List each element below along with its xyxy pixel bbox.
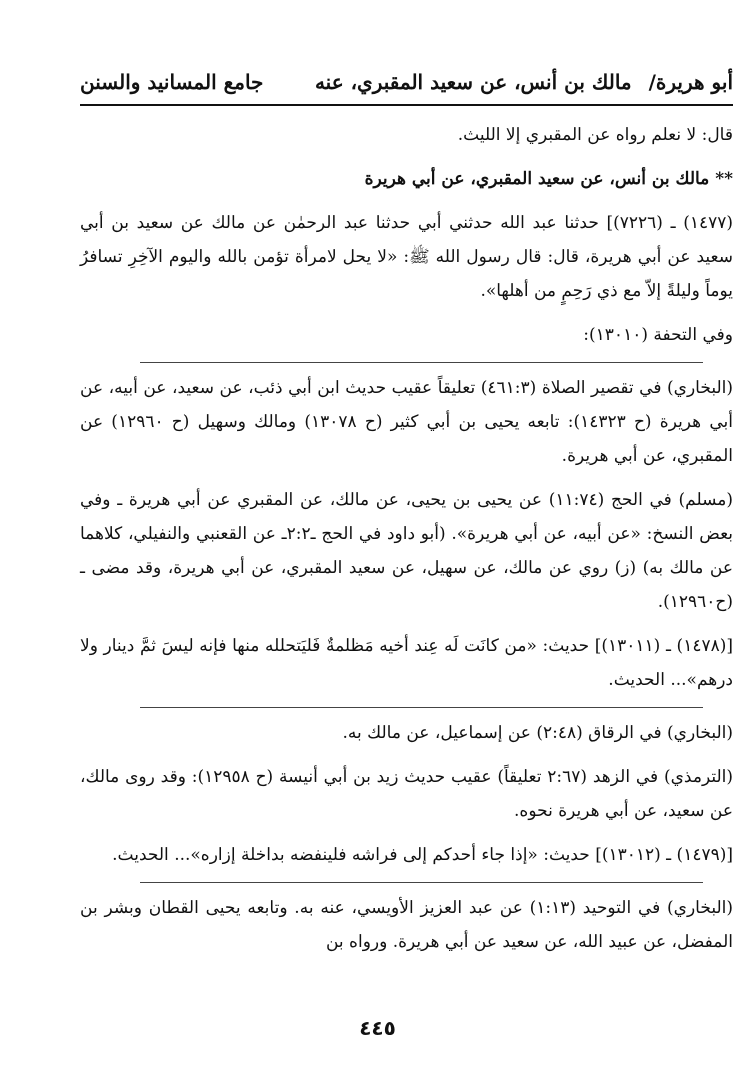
tuhfa-reference: وفي التحفة (١٣٠١٠):	[583, 325, 733, 345]
divider	[140, 882, 703, 883]
running-header	[80, 64, 733, 106]
header-narrator: أبو هريرة/	[648, 70, 733, 94]
muslim-takhrij: (مسلم) في الحج (١١:٧٤) عن يحيى بن يحيى، عن مالك، عن المقبري عن أبي هريرة ـ وفي بعض النسخ: «عن أبيه، عن أبي هريرة». (أبو داود في الحج ـ٢:٢ـ عن القعنبي والنفيلي، كلاهما عن مالك به) (ز) روي عن مالك، عن سهيل، عن سعيد المقبري، عن أبي هريرة، وقد مضى ـ (ح١٢٩٦٠).	[80, 490, 734, 612]
bukhari-riqaq: (البخاري) في الرقاق (٢:٤٨) عن إسماعيل، عن مالك به.	[342, 723, 733, 743]
bukhari-tawhid: (البخاري) في التوحيد (١:١٣) عن عبد العزيز الأويسي، عنه به. وتابعه يحيى القطان وبشر بن المفضل، عن عبيد الله، عن سعيد عن أبي هريرة. ورواه بن	[80, 898, 733, 952]
hadith-1477: (١٤٧٧) ـ (٧٢٢٦)] حدثنا عبد الله حدثني أبي حدثنا عبد الرحمٰن عن مالك عن سعيد بن أبي سعيد عن أبي هريرة، قال: قال رسول الله ﷺ: «لا يحل لامرأة تؤمن بالله واليوم الآخِرِ تسافرُ يوماً وليلةً إلاّ مع ذي رَحِمٍ من أهلها».	[80, 213, 733, 301]
tirmidhi-zuhd: (الترمذي) في الزهد (٢:٦٧ تعليقاً) عقيب حديث زيد بن أبي أنيسة (ح ١٢٩٥٨): وقد روى مالك، عن سعيد، عن أبي هريرة نحوه.	[80, 767, 733, 821]
bukhari-takhrij: (البخاري) في تقصير الصلاة (٤٦١:٣) تعليقاً عقيب حديث ابن أبي ذئب، عن سعيد، عن أبيه، عن أبي هريرة (ح ١٤٣٢٣): تابعه يحيى بن أبي كثير (ح ١٣٠٧٨) ومالك وسهيل (ح ١٢٩٦٠) عن المقبري، عن أبي هريرة.	[80, 378, 733, 466]
header-isnad: مالك بن أنس، عن سعيد المقبري، عنه	[314, 70, 632, 94]
hadith-1479: [(١٤٧٩) ـ (١٣٠١٢)] حديث: «إذا جاء أحدكم إلى فراشه فلينفضه بداخلة إزاره»... الحديث.	[112, 845, 733, 865]
page-body	[80, 118, 733, 969]
page-number: ٤٤٥	[359, 1016, 396, 1040]
hadith-1478: [(١٤٧٨) ـ (١٣٠١١)] حديث: «من كانَت لَه عِند أخيه مَظلمةٌ فَليَتحلله منها فإنه ليسَ ثمَّ دينار ولا درهم»... الحديث.	[80, 636, 733, 690]
section-heading: ** مالك بن أنس، عن سعيد المقبري، عن أبي هريرة	[364, 169, 733, 189]
header-chain	[315, 70, 733, 94]
divider	[140, 707, 703, 708]
paragraph-note: قال: لا نعلم رواه عن المقبري إلا الليث.	[457, 125, 733, 145]
divider	[140, 362, 703, 363]
header-book-title: جامع المسانيد والسنن	[80, 70, 264, 94]
